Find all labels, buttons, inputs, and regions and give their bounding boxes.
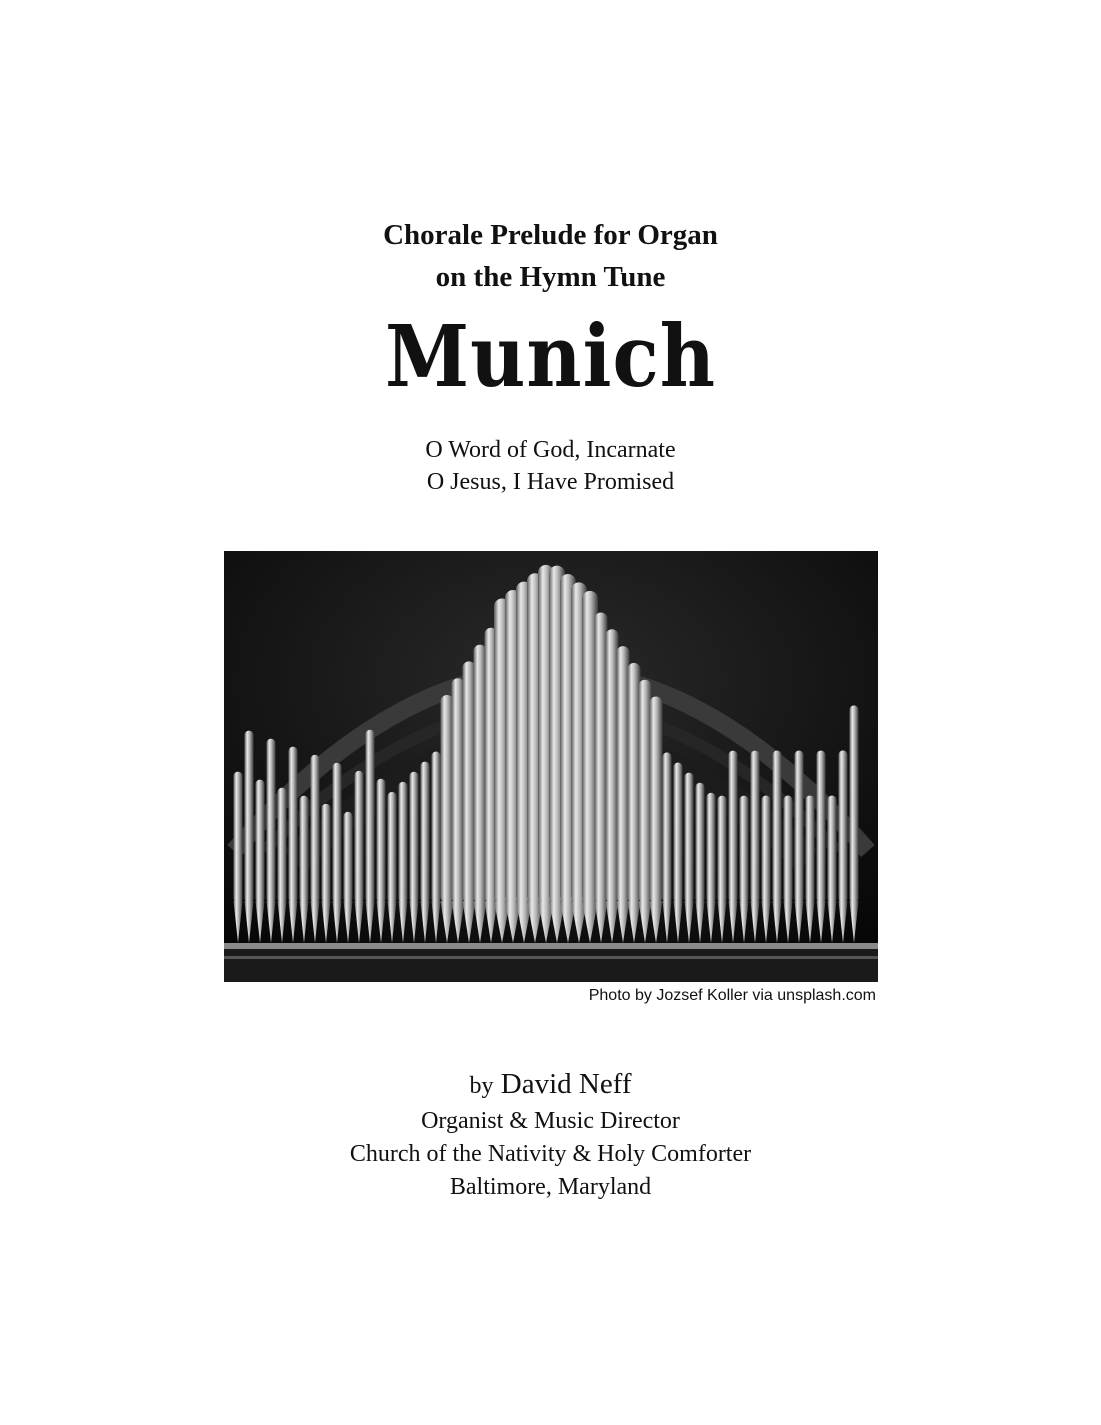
- organ-pipe: [740, 796, 749, 903]
- subtitle-line-2: on the Hymn Tune: [435, 261, 666, 293]
- organ-pipe: [388, 792, 397, 903]
- subtitle-line-1: Chorale Prelude for Organ: [383, 219, 718, 251]
- organ-pipe: [355, 771, 364, 903]
- organ-pipe: [696, 783, 705, 903]
- organ-pipe: [828, 795, 837, 903]
- author-line: [0, 1064, 1101, 1106]
- organ-pipe: [421, 762, 430, 903]
- organ-pipe: [650, 697, 663, 903]
- author-name: David Neff: [500, 1068, 632, 1100]
- organ-pipe: [366, 730, 375, 903]
- organ-pipe: [377, 779, 386, 903]
- organ-pipe: [850, 705, 859, 903]
- organ-pipe: [762, 796, 771, 903]
- organ-pipe: [278, 788, 287, 903]
- organ-pipe: [267, 739, 276, 903]
- organ-pipe: [674, 763, 683, 903]
- organ-pipe: [685, 773, 694, 903]
- organ-pipe: [344, 812, 353, 903]
- organ-pipe: [707, 793, 716, 903]
- organ-pipe: [256, 780, 265, 903]
- organ-pipe: [729, 751, 738, 903]
- organ-pipes-illustration: [224, 551, 878, 982]
- by-label: by: [469, 1073, 494, 1099]
- church-location: Baltimore, Maryland: [449, 1174, 652, 1200]
- photo-credit: Photo by Jozsef Koller via unsplash.com: [588, 987, 876, 1004]
- organ-pipe: [784, 796, 793, 903]
- organ-pipe: [333, 763, 342, 903]
- organ-pipe: [234, 772, 243, 903]
- hymn-title-1: O Word of God, Incarnate: [425, 437, 676, 463]
- organ-pipe: [245, 731, 254, 903]
- tune-title: Munich: [384, 306, 717, 407]
- organ-pipe: [806, 795, 815, 903]
- church-name: Church of the Nativity & Holy Comforter: [349, 1141, 752, 1167]
- organ-pipe: [839, 750, 848, 903]
- hymn-title-2: O Jesus, I Have Promised: [426, 469, 675, 495]
- organ-pipe: [718, 796, 727, 903]
- organ-pipe: [399, 782, 408, 903]
- organ-pipe: [773, 751, 782, 903]
- organ-pipe: [289, 747, 298, 903]
- hymn-list: [0, 434, 1101, 498]
- organ-pipes-photo: [224, 551, 878, 982]
- organ-pipe: [300, 796, 309, 903]
- organ-pipe: [311, 755, 320, 903]
- author-info: [0, 1105, 1101, 1204]
- organ-pipe: [432, 752, 441, 903]
- author-role: Organist & Music Director: [421, 1108, 680, 1134]
- organ-pipe: [322, 804, 331, 903]
- organ-pipe: [795, 750, 804, 903]
- subtitle: [0, 214, 1101, 298]
- organ-pipe: [410, 772, 419, 903]
- organ-pipe: [751, 751, 760, 903]
- organ-pipe: [663, 752, 672, 903]
- organ-pipe: [817, 750, 826, 903]
